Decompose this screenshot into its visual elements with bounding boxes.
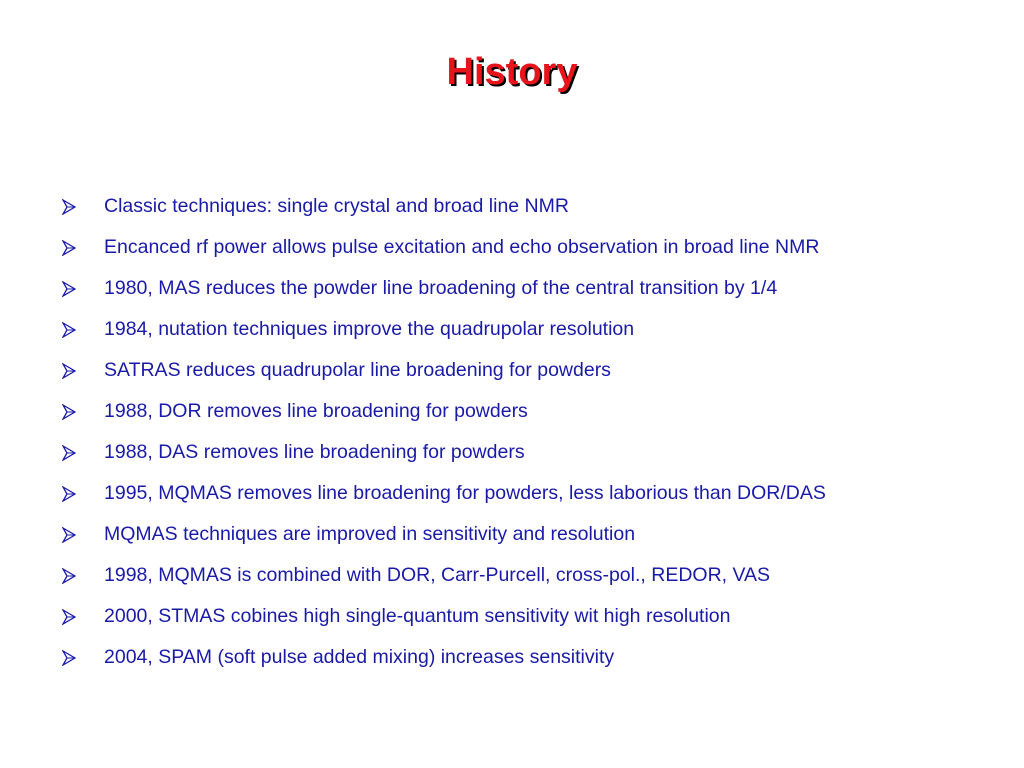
bullet-item [62,391,826,432]
arrowhead-bullet-icon [62,527,104,543]
bullet-item [62,555,826,596]
bullet-item [62,309,826,350]
arrowhead-bullet-icon [62,650,104,666]
bullet-text: 1998, MQMAS is combined with DOR, Carr-Purcell, cross-pol., REDOR, VAS [104,564,771,586]
arrowhead-bullet-icon [62,404,104,420]
slide-title: History [446,51,578,93]
bullet-text: SATRAS reduces quadrupolar line broadening for powders [104,359,611,381]
bullet-item [62,637,826,678]
bullet-item [62,227,826,268]
arrowhead-bullet-icon [62,322,104,338]
bullet-item [62,473,826,514]
bullet-item [62,186,826,227]
bullet-list [62,186,826,678]
arrowhead-bullet-icon [62,363,104,379]
arrowhead-bullet-icon [62,445,104,461]
arrowhead-bullet-icon [62,568,104,584]
bullet-item [62,432,826,473]
bullet-text: 1995, MQMAS removes line broadening for powders, less laborious than DOR/DAS [104,482,826,504]
bullet-text: MQMAS techniques are improved in sensitivity and resolution [104,523,636,545]
arrowhead-bullet-icon [62,609,104,625]
arrowhead-bullet-icon [62,240,104,256]
bullet-text: 2004, SPAM (soft pulse added mixing) increases sensitivity [104,646,615,668]
bullet-text: 1988, DAS removes line broadening for powders [104,441,525,463]
bullet-text: 1980, MAS reduces the powder line broadening of the central transition by 1/4 [104,277,778,299]
bullet-text: 1988, DOR removes line broadening for powders [104,400,528,422]
arrowhead-bullet-icon [62,486,104,502]
bullet-item [62,514,826,555]
bullet-item [62,350,826,391]
arrowhead-bullet-icon [62,199,104,215]
arrowhead-bullet-icon [62,281,104,297]
bullet-text: 2000, STMAS cobines high single-quantum sensitivity wit high resolution [104,605,731,627]
bullet-text: Classic techniques: single crystal and broad line NMR [104,195,569,217]
bullet-item [62,596,826,637]
bullet-item [62,268,826,309]
bullet-text: 1984, nutation techniques improve the quadrupolar resolution [104,318,635,340]
bullet-text: Encanced rf power allows pulse excitation and echo observation in broad line NMR [104,236,820,258]
